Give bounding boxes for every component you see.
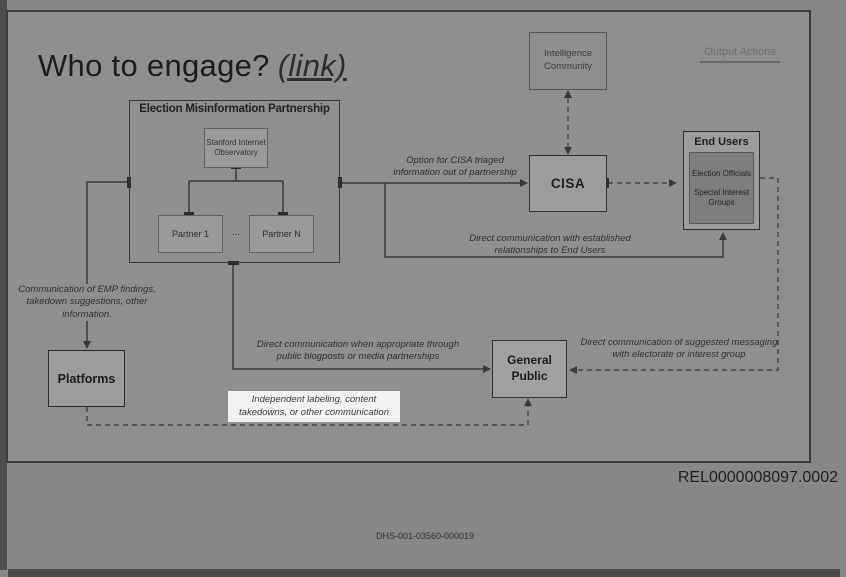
rel-document-number: REL0000008097.0002 [677, 469, 838, 486]
platforms-node: Platforms [48, 350, 125, 407]
end-users-node [683, 131, 760, 230]
edge-label-blogposts: Direct communication when appropriate through public blogposts or media partnerships [256, 339, 460, 363]
emp-group-title: Election Misinformation Partnership [139, 103, 330, 115]
output-actions-label: Output Actions [700, 46, 780, 63]
edge-label-suggested-messaging: Direct communication of suggested messaging with electorate or interest group [580, 337, 778, 361]
stanford-internet-observatory-node: Stanford Internet Observatory [204, 128, 268, 168]
cisa-node: CISA [529, 155, 607, 212]
end-users-title: End Users [694, 136, 749, 148]
end-users-inner-box [689, 152, 754, 224]
partner-1-node: Partner 1 [158, 215, 223, 253]
edge-label-emp-findings: Communication of EMP findings, takedown suggestions, other information. [14, 284, 160, 321]
highlighted-note: Independent labeling, content takedowns, or other communication [228, 391, 400, 422]
title-text: Who to engage? [38, 48, 270, 83]
partner-ellipsis: ... [232, 227, 240, 237]
partner-n-node: Partner N [249, 215, 314, 253]
edge-label-direct-end-users: Direct communication with established relationships to End Users [469, 233, 631, 257]
end-users-item-special-interest-groups: Special Interest Groups [693, 187, 750, 207]
title-link[interactable]: (link) [277, 48, 347, 83]
end-users-item-election-officials: Election Officials [692, 168, 751, 178]
general-public-node: General Public [492, 340, 567, 398]
intelligence-community-node: Intelligence Community [529, 32, 607, 90]
edge-label-option-cisa: Option for CISA triaged information out of partnership [393, 155, 517, 179]
dhs-document-number: DHS-001-03560-000019 [375, 531, 475, 541]
